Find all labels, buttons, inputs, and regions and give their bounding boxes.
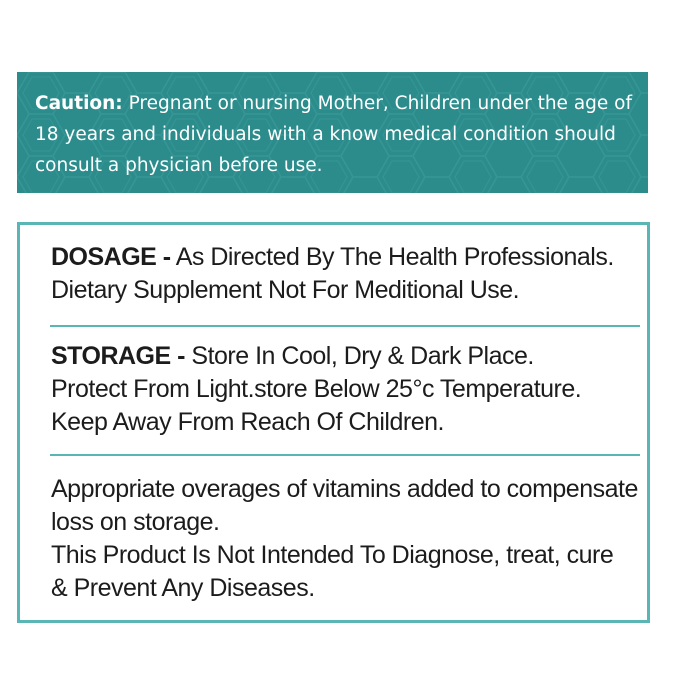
storage-text-1: Store In Cool, Dry & Dark Place. — [191, 342, 534, 370]
dosage-label: DOSAGE - — [51, 243, 171, 271]
storage-label: STORAGE - — [51, 342, 185, 370]
storage-line-1 — [51, 340, 641, 373]
dosage-text-2: Dietary Supplement Not For Meditional Use. — [51, 276, 520, 304]
notes-text-1: Appropriate overages of vitamins added to compensate — [51, 475, 638, 503]
info-box — [17, 222, 650, 623]
caution-text — [35, 88, 640, 181]
caution-banner — [17, 72, 648, 193]
dosage-section — [51, 241, 641, 307]
storage-text-2: Protect From Light.store Below 25°c Temperature. — [51, 375, 582, 403]
caution-body: Pregnant or nursing Mother, Children under the age of 18 years and individuals with a know medical condition should consult a physician before use. — [35, 93, 632, 176]
dosage-text-1: As Directed By The Health Professionals. — [175, 243, 614, 271]
section-divider — [50, 325, 640, 327]
caution-label: Caution: — [35, 93, 123, 114]
notes-text-3: This Product Is Not Intended To Diagnose, treat, cure — [51, 541, 614, 569]
storage-section — [51, 340, 641, 439]
notes-section — [51, 473, 641, 605]
storage-text-3: Keep Away From Reach Of Children. — [51, 408, 444, 436]
dosage-line-1 — [51, 241, 641, 274]
notes-text-4: & Prevent Any Diseases. — [51, 574, 315, 602]
notes-text-2: loss on storage. — [51, 508, 220, 536]
section-divider — [50, 454, 640, 456]
